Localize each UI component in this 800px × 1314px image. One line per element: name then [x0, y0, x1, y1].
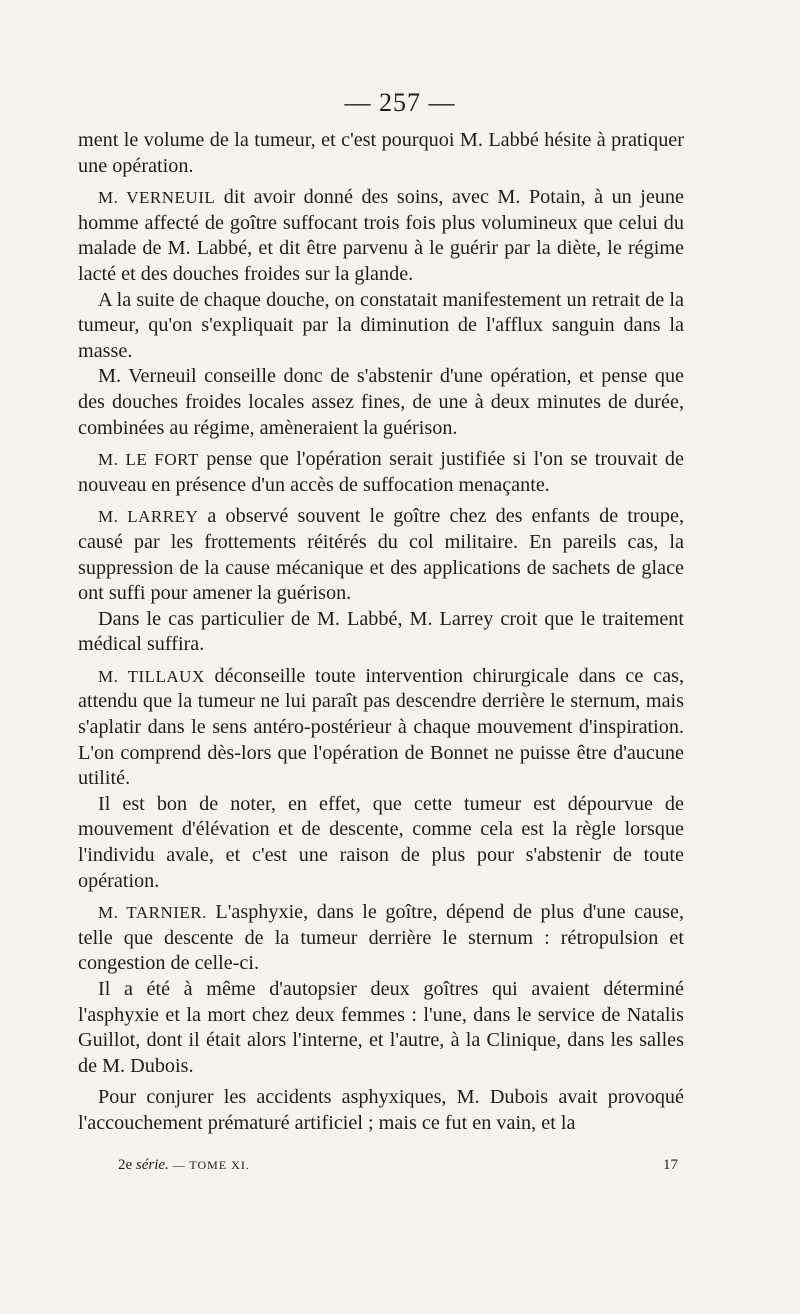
paragraph — [78, 900, 684, 977]
paragraph — [78, 185, 684, 287]
paragraph — [78, 607, 684, 658]
speaker-name: M. LE FORT — [98, 450, 199, 470]
speaker-name: M. TILLAUX — [98, 666, 205, 686]
speaker-name: M. VERNEUIL — [98, 188, 216, 208]
footer-series: 2e — [118, 1157, 133, 1173]
paragraph-text: M. Verneuil conseille donc de s'abstenir d'une opération, et pense que des douches froides locales assez fines, de une à deux minutes de durée, combinées au régime, amèneraient la guérison. — [78, 365, 684, 439]
paragraph — [78, 1085, 684, 1136]
speaker-name: M. LARREY — [98, 507, 199, 527]
paragraph — [78, 504, 684, 606]
paragraph-text: a observé souvent le goître chez des enfants de troupe, causé par les frottements réitérés du col militaire. En pareils cas, la suppression de la cause mécanique et des applications de sachets de glace ont suffi pour amener la guérison. — [78, 505, 684, 605]
paragraph-text: Dans le cas particulier de M. Labbé, M. Larrey croit que le traitement médical suffira. — [78, 607, 684, 656]
body-text — [78, 128, 684, 1137]
signature-mark — [118, 1157, 250, 1174]
paragraph — [78, 364, 684, 441]
paragraph — [78, 447, 684, 498]
signature-number: 17 — [663, 1157, 678, 1173]
speaker-name: M. TARNIER. — [98, 903, 207, 923]
paragraph-text: pense que l'opération serait justifiée si l'on se trouvait de nouveau en présence d'un accès de suffocation menaçante. — [78, 448, 684, 496]
paragraph — [78, 664, 684, 792]
paragraph — [78, 288, 684, 365]
paragraph-text: A la suite de chaque douche, on constatait manifestement un retrait de la tumeur, qu'on s'expliquait par la diminution de l'afflux sanguin dans la masse. — [78, 288, 684, 362]
paragraph — [78, 792, 684, 894]
footer-tome: — TOME XI. — [172, 1158, 250, 1172]
paragraph — [78, 128, 684, 179]
paragraph-text: L'asphyxie, dans le goître, dépend de plus d'une cause, telle que descente de la tumeur derrière le sternum : rétropulsion et congestion de celle-ci. — [78, 901, 684, 975]
paragraph — [78, 977, 684, 1079]
paragraph-text: dit avoir donné des soins, avec M. Potain, à un jeune homme affecté de goître suffocant trois fois plus volumineux que celui du malade de M. Labbé, et dit être parvenu à le guérir par la diète, le régime lacté et des douches froides sur la glande. — [78, 186, 684, 285]
paragraph-text: Pour conjurer les accidents asphyxiques, M. Dubois avait provoqué l'accouchement prématuré artificiel ; mais ce fut en vain, et la — [78, 1086, 684, 1134]
paragraph-text: déconseille toute intervention chirurgicale dans ce cas, attendu que la tumeur ne lui paraît pas descendre derrière le sternum, mais s'aplatir dans le sens antéro-postérieur à chaque mouvement d'inspiration. L'on comprend dès-lors que l'opération de Bonnet ne puisse être d'aucune utilité. — [78, 664, 684, 790]
footer-serie-word: série. — [135, 1157, 169, 1173]
page-footer — [118, 1157, 678, 1174]
paragraph-text: Il est bon de noter, en effet, que cette tumeur est dépourvue de mouvement d'élévation et de descente, comme cela est la règle lorsque l'individu avale, et c'est une raison de plus pour s'abstenir de toute opération. — [78, 792, 684, 892]
page-number-header: — 257 — — [344, 88, 456, 117]
paragraph-text: ment le volume de la tumeur, et c'est pourquoi M. Labbé hésite à pratiquer une opération. — [78, 129, 684, 177]
paragraph-text: Il a été à même d'autopsier deux goîtres qui avaient déterminé l'asphyxie et la mort chez deux femmes : l'une, dans le service de Natalis Guillot, dont il était alors l'interne, et l'autre, à la Clinique, dans les salles de M. Dubois. — [78, 978, 684, 1077]
